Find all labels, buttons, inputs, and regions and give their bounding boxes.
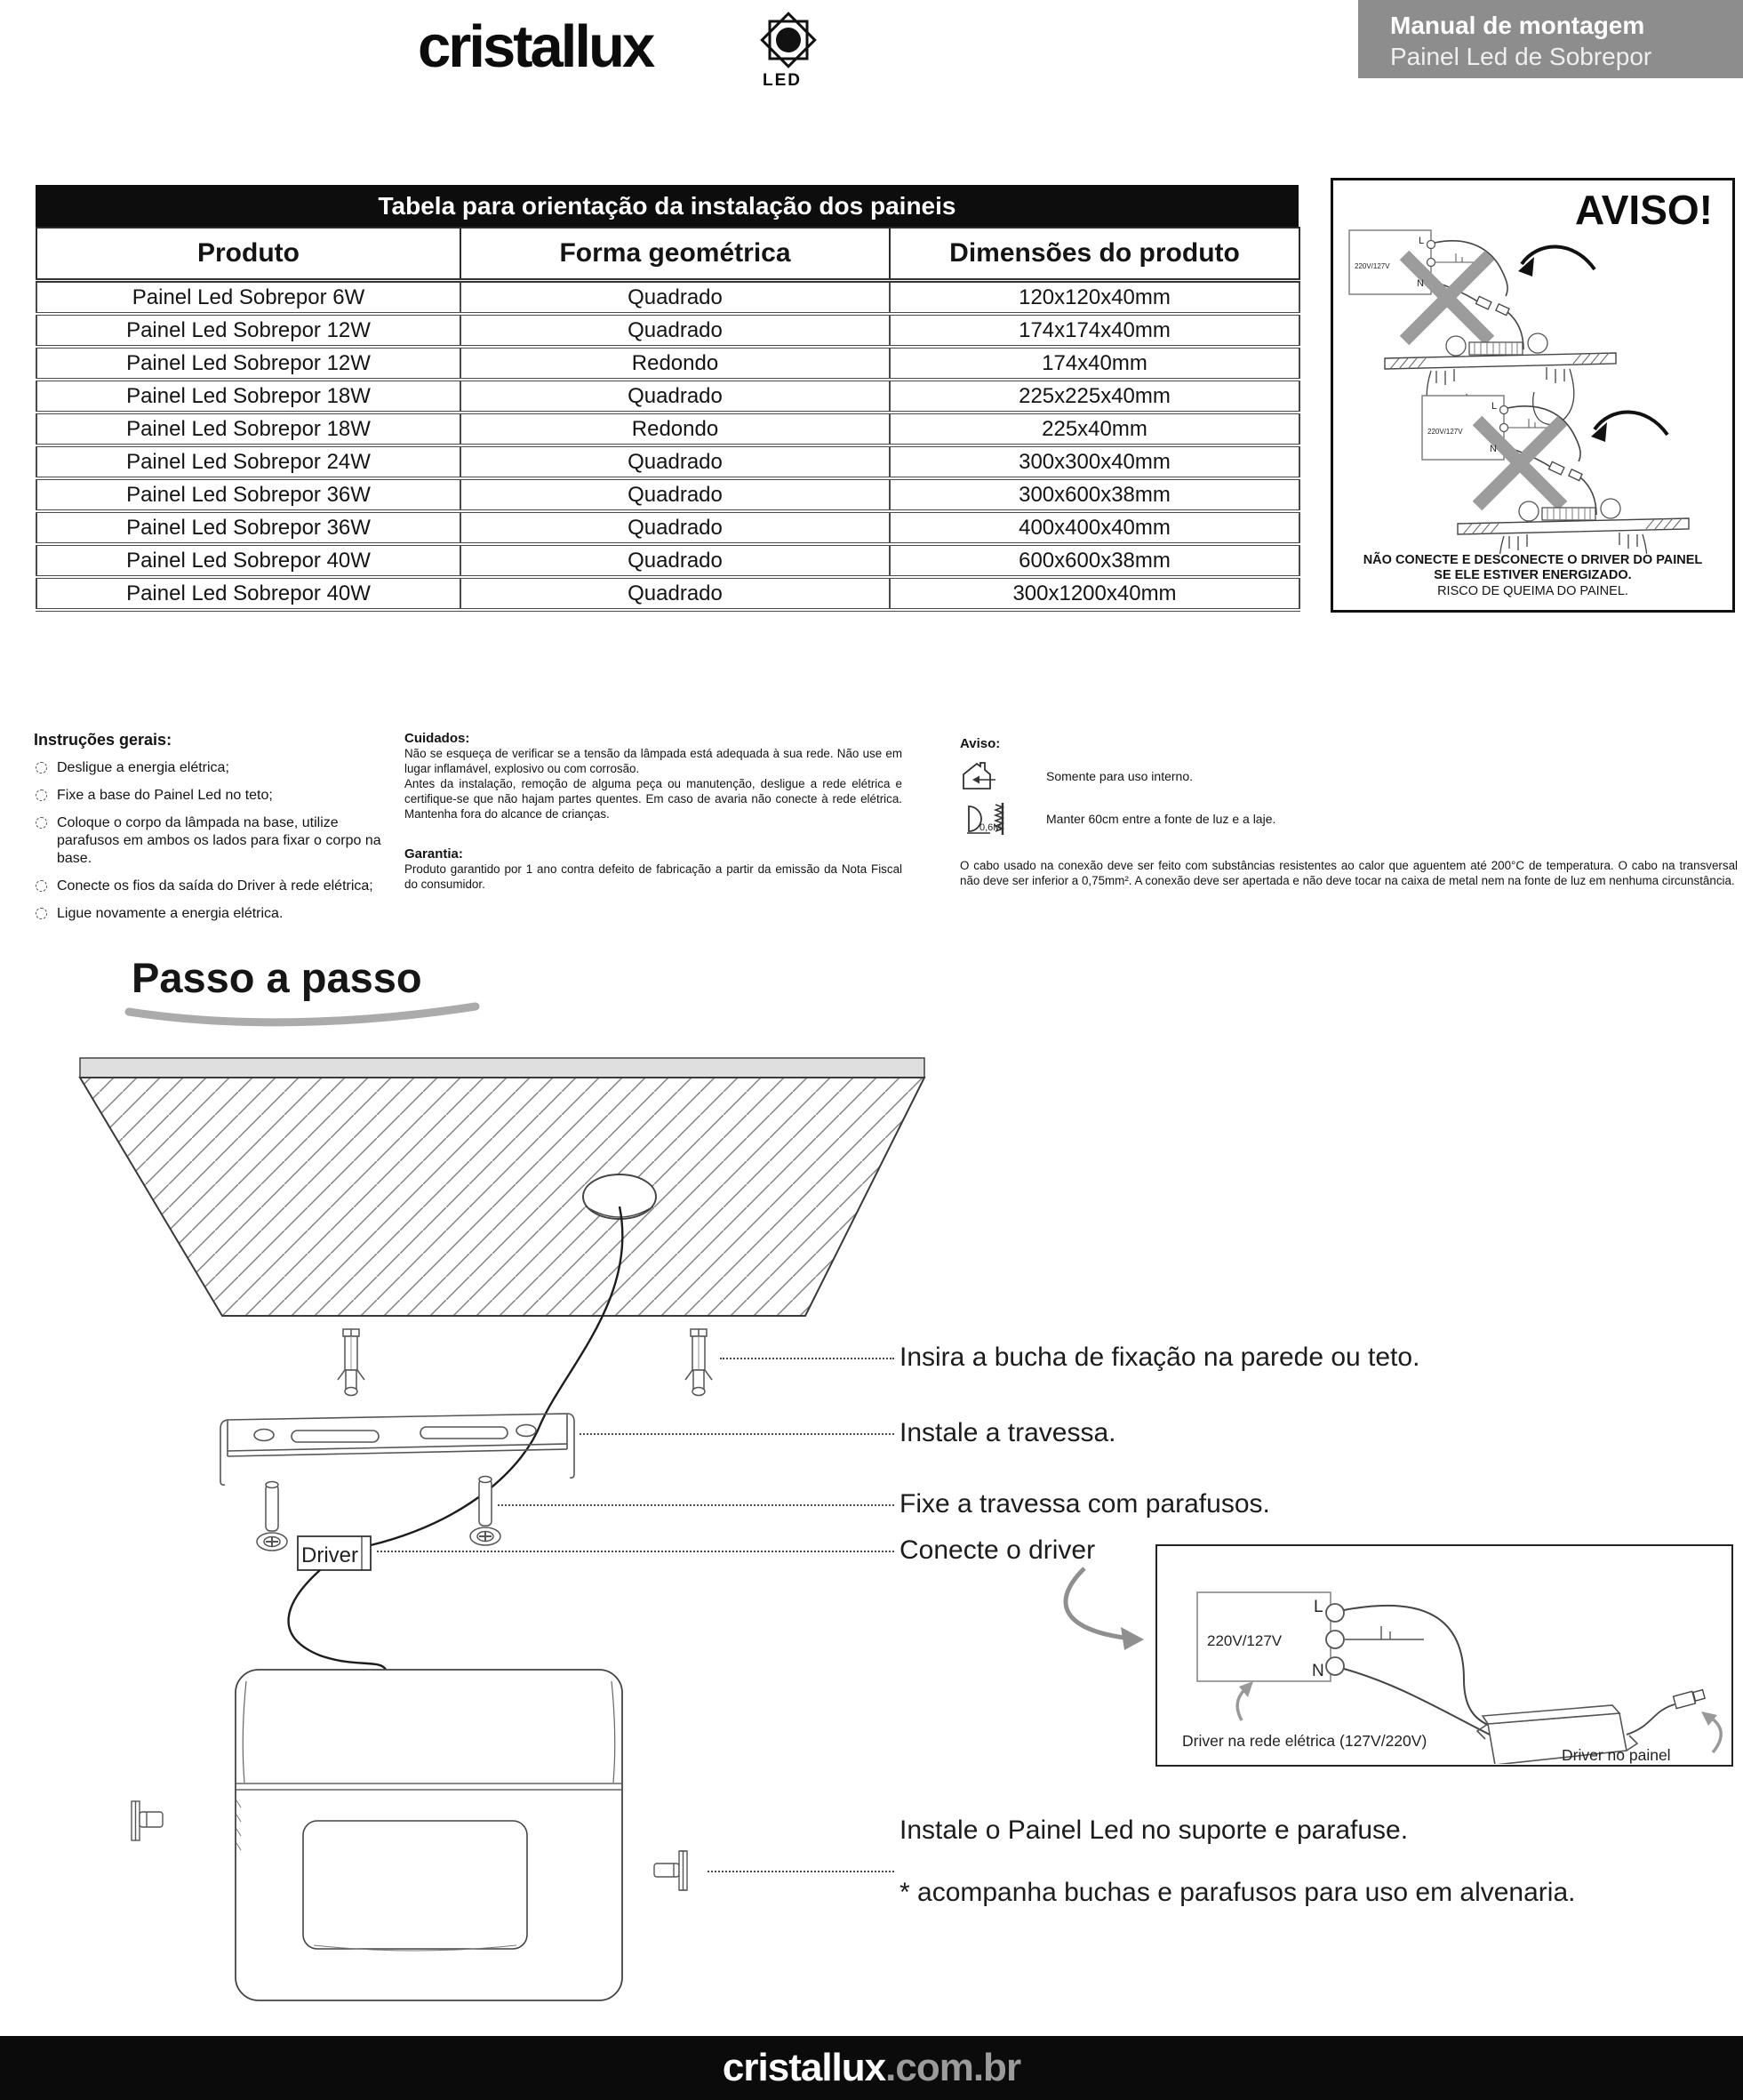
- aviso-warning-text: [1333, 553, 1732, 599]
- instruction-text: Conecte os fios da saída do Driver à rede elétrica;: [57, 878, 373, 894]
- installation-diagram: [53, 1022, 942, 2014]
- step-by-step-title: Passo a passo: [132, 954, 422, 1001]
- list-item: [34, 759, 400, 777]
- cell-produto: Painel Led Sobrepor 18W: [36, 380, 460, 413]
- table-row: [36, 544, 1299, 577]
- spec-table-title: Tabela para orientação da instalação dos paineis: [36, 185, 1299, 227]
- driver-panel-cable: [289, 1570, 386, 1670]
- cell-forma: Quadrado: [460, 445, 890, 478]
- driver-wiring-diagram: [1157, 1546, 1731, 1764]
- general-instructions: [34, 731, 400, 923]
- leader-line: [720, 1358, 894, 1359]
- col-header-forma: Forma geométrica: [460, 228, 890, 281]
- cell-dimensoes: 174x40mm: [890, 347, 1299, 380]
- starburst-logo-icon: [756, 7, 821, 73]
- cell-produto: Painel Led Sobrepor 36W: [36, 478, 460, 511]
- care-title: Cuidados:: [404, 731, 470, 746]
- cell-forma: Quadrado: [460, 314, 890, 347]
- table-row: [36, 577, 1299, 610]
- cell-produto: Painel Led Sobrepor 12W: [36, 314, 460, 347]
- table-row: [36, 380, 1299, 413]
- notice-indoor-text: Somente para uso interno.: [1046, 769, 1193, 783]
- cell-dimensoes: 300x300x40mm: [890, 445, 1299, 478]
- screw-icon: [470, 1477, 500, 1546]
- driver-box: [298, 1536, 371, 1570]
- badge-subtitle: Painel Led de Sobrepor: [1390, 43, 1652, 70]
- cell-produto: Painel Led Sobrepor 24W: [36, 445, 460, 478]
- table-row: [36, 478, 1299, 511]
- cell-forma: Quadrado: [460, 380, 890, 413]
- cell-forma: Redondo: [460, 347, 890, 380]
- footer-bar: [0, 2036, 1743, 2100]
- leader-line: [498, 1504, 894, 1506]
- notice-row-indoor: [960, 760, 1738, 792]
- notice-section: [960, 736, 1738, 888]
- driver-box-label: Driver: [301, 1543, 358, 1567]
- cell-produto: Painel Led Sobrepor 12W: [36, 347, 460, 380]
- cell-produto: Painel Led Sobrepor 6W: [36, 281, 460, 315]
- table-row: [36, 314, 1299, 347]
- cell-dimensoes: 400x400x40mm: [890, 511, 1299, 544]
- warranty-title: Garantia:: [404, 846, 463, 862]
- aviso-warning-bold: NÃO CONECTE E DESCONECTE O DRIVER DO PAINEL SE ELE ESTIVER ENERGIZADO.: [1363, 553, 1703, 582]
- aviso-voltage-label-1: 220V/127V: [1355, 262, 1390, 270]
- aviso-terminal-n-2: N: [1490, 444, 1497, 454]
- cell-produto: Painel Led Sobrepor 18W: [36, 413, 460, 445]
- spec-table-section: [36, 185, 1299, 612]
- mounting-bracket: [220, 1414, 574, 1485]
- cable-note: O cabo usado na conexão deve ser feito com substâncias resistentes ao calor que aguentem até 200°C de temperatura. O cabo na transversal não deve ser inferior a 0,75mm². A conexão deve ser apertada e não deve tocar na caixa de metal nem na fonte de luz em nenhuma circunstância.: [960, 859, 1738, 887]
- footer-brand: cristallux: [722, 2046, 886, 2089]
- ceiling-slab: [80, 1058, 924, 1316]
- cell-forma: Quadrado: [460, 544, 890, 577]
- table-row: [36, 413, 1299, 445]
- aviso-terminal-n-1: N: [1417, 278, 1424, 289]
- table-row: [36, 511, 1299, 544]
- lamp-distance-icon: [960, 801, 1015, 837]
- house-indoor-icon: [960, 760, 997, 792]
- dashed-circle-bullet-icon: [36, 817, 47, 829]
- cell-dimensoes: 225x40mm: [890, 413, 1299, 445]
- step-label-painel: Instale o Painel Led no suporte e parafuse.: [899, 1815, 1409, 1845]
- aviso-voltage-label-2: 220V/127V: [1427, 428, 1463, 436]
- col-header-produto: Produto: [36, 228, 460, 281]
- instruction-text: Fixe a base do Painel Led no teto;: [57, 788, 273, 803]
- logo-wordmark: cristallux: [418, 13, 653, 80]
- panel-screw-icon: [654, 1851, 687, 1890]
- driver-wiring-inset: [1155, 1544, 1733, 1767]
- cell-forma: Quadrado: [460, 281, 890, 315]
- spec-table: [36, 227, 1300, 612]
- cell-dimensoes: 120x120x40mm: [890, 281, 1299, 315]
- step-label-bucha: Insira a bucha de fixação na parede ou teto.: [899, 1343, 1420, 1372]
- wall-anchor-icon: [338, 1329, 364, 1396]
- aviso-title: AVISO!: [1574, 187, 1713, 233]
- inset-caption-left: Driver na rede elétrica (127V/220V): [1182, 1732, 1427, 1750]
- list-item: [34, 878, 400, 895]
- inset-voltage-label: 220V/127V: [1207, 1632, 1283, 1649]
- list-item: [34, 814, 400, 868]
- cell-dimensoes: 600x600x38mm: [890, 544, 1299, 577]
- list-item: [34, 905, 400, 923]
- screw-icon: [257, 1482, 287, 1551]
- cell-dimensoes: 300x1200x40mm: [890, 577, 1299, 610]
- wall-anchor-icon: [685, 1329, 712, 1396]
- aviso-terminal-l-2: L: [1491, 401, 1498, 412]
- logo-led-label: LED: [763, 71, 802, 90]
- table-row: [36, 347, 1299, 380]
- led-panel: [236, 1670, 622, 2000]
- cell-dimensoes: 225x225x40mm: [890, 380, 1299, 413]
- notice-row-distance: [960, 801, 1738, 837]
- care-paragraph-1: Não se esqueça de verificar se a tensão da lâmpada está adequada à sua rede. Não use em lugar inflamável, explosivo ou com corrosão.: [404, 747, 902, 775]
- lamp-distance-label: 0,6M: [979, 822, 1002, 833]
- brand-logo: [418, 12, 652, 81]
- curved-arrow-icon: [1035, 1565, 1160, 1654]
- cell-produto: Painel Led Sobrepor 40W: [36, 544, 460, 577]
- leader-line: [580, 1433, 894, 1435]
- cell-forma: Quadrado: [460, 478, 890, 511]
- care-section: [404, 731, 902, 892]
- step-label-driver: Conecte o driver: [899, 1535, 1096, 1565]
- leader-line: [708, 1871, 894, 1872]
- col-header-dimensoes: Dimensões do produto: [890, 228, 1299, 281]
- cell-forma: Quadrado: [460, 511, 890, 544]
- step-label-parafusos: Fixe a travessa com parafusos.: [899, 1489, 1270, 1519]
- warranty-text: Produto garantido por 1 ano contra defeito de fabricação a partir da emissão da Nota Fiscal do consumidor.: [404, 862, 902, 891]
- instruction-text: Ligue novamente a energia elétrica.: [57, 906, 284, 921]
- badge-title: Manual de montagem: [1390, 12, 1645, 39]
- aviso-warning-note: RISCO DE QUEIMA DO PAINEL.: [1437, 584, 1628, 598]
- inset-terminal-l: L: [1314, 1598, 1323, 1616]
- table-row: [36, 281, 1299, 315]
- aviso-warning-box: [1331, 178, 1735, 613]
- inset-terminal-n: N: [1312, 1662, 1324, 1680]
- panel-screw-icon: [132, 1801, 163, 1840]
- cell-produto: Painel Led Sobrepor 36W: [36, 511, 460, 544]
- step-label-travessa: Instale a travessa.: [899, 1418, 1116, 1447]
- footer-domain: .com.br: [885, 2046, 1021, 2089]
- instructions-title: Instruções gerais:: [34, 731, 172, 749]
- step-label-buchas-nota: * acompanha buchas e parafusos para uso em alvenaria.: [899, 1878, 1576, 1907]
- list-item: [34, 787, 400, 805]
- instruction-text: Coloque o corpo da lâmpada na base, utilize parafusos em ambos os lados para fixar o corpo na base.: [57, 815, 381, 866]
- inset-caption-right: Driver no painel: [1562, 1746, 1671, 1764]
- dashed-circle-bullet-icon: [36, 908, 47, 919]
- leader-line: [377, 1551, 894, 1552]
- cell-dimensoes: 174x174x40mm: [890, 314, 1299, 347]
- table-row: [36, 445, 1299, 478]
- care-paragraph-2: Antes da instalação, remoção de alguma peça ou manutenção, desligue a rede elétrica e certifique-se que não hajam partes quentes. Em caso de avaria não conecte à rede elétrica. Mantenha fora do alcance de crianças.: [404, 777, 902, 821]
- notice-title: Aviso:: [960, 736, 1001, 751]
- aviso-illustrations: [1333, 180, 1732, 554]
- cell-forma: Quadrado: [460, 577, 890, 610]
- cell-forma: Redondo: [460, 413, 890, 445]
- notice-distance-text: Manter 60cm entre a fonte de luz e a laje.: [1046, 812, 1276, 826]
- dashed-circle-bullet-icon: [36, 762, 47, 773]
- instruction-text: Desligue a energia elétrica;: [57, 760, 229, 775]
- cell-produto: Painel Led Sobrepor 40W: [36, 577, 460, 610]
- dashed-circle-bullet-icon: [36, 880, 47, 892]
- header-badge: [1358, 0, 1743, 78]
- dashed-circle-bullet-icon: [36, 790, 47, 801]
- cell-dimensoes: 300x600x38mm: [890, 478, 1299, 511]
- aviso-terminal-l-1: L: [1419, 236, 1425, 246]
- table-header-row: [36, 228, 1299, 281]
